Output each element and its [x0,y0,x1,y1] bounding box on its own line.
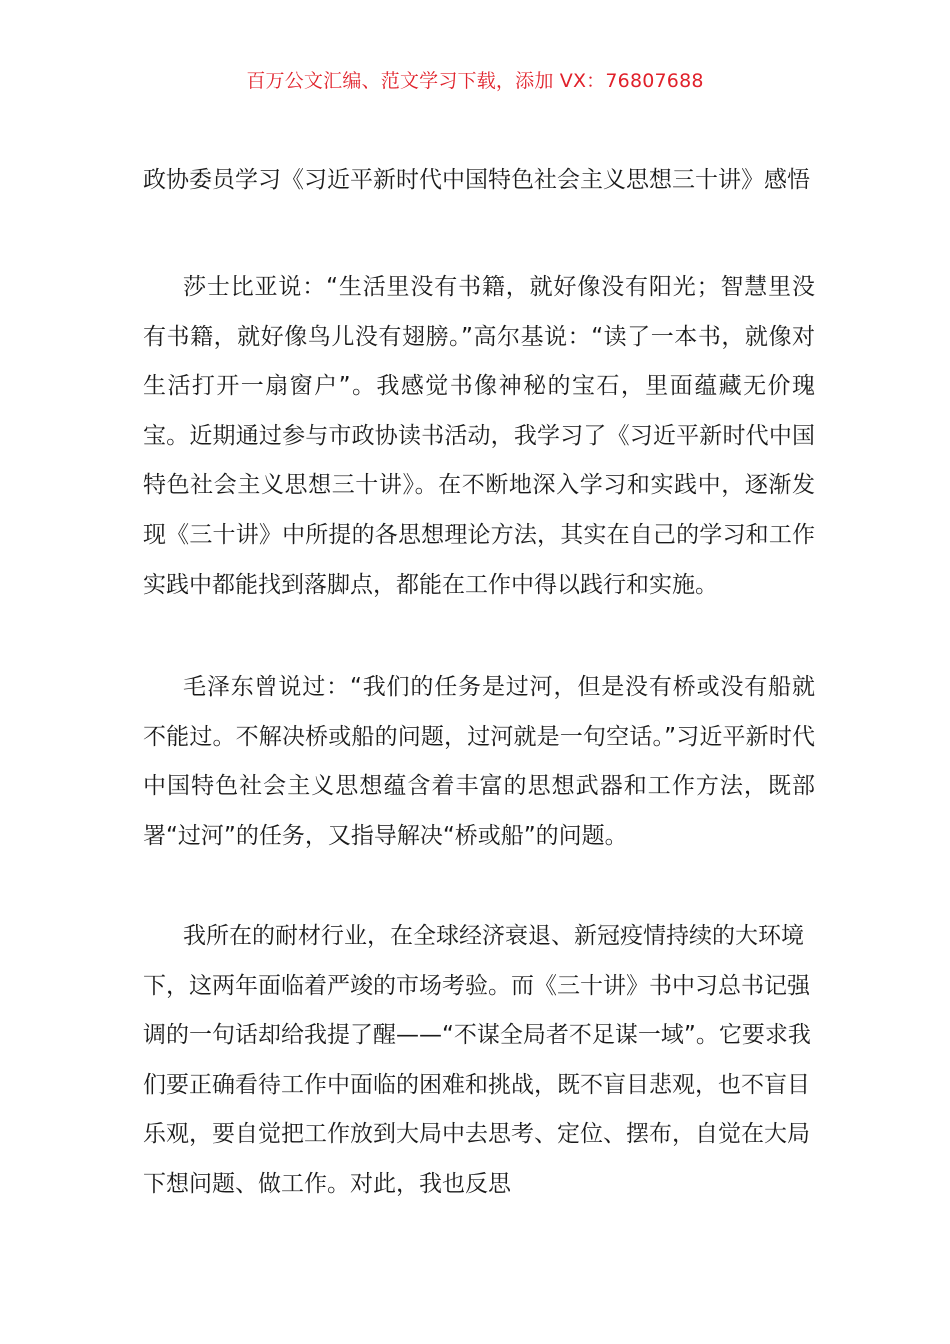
paragraph: 毛泽东曾说过：“我们的任务是过河，但是没有桥或没有船就不能过。不解决桥或船的问题，过河就是一句空话。”习近平新时代中国特色社会主义思想蕴含着丰富的思想武器和工作方法，既部署“过河”的任务，又指导解决“桥或船”的问题。 [143,674,815,849]
paragraph-block-1 [143,263,815,610]
paragraph: 我所在的耐材行业，在全球经济衰退、新冠疫情持续的大环境下，这两年面临着严竣的市场考验。而《三十讲》书中习总书记强调的一句话却给我提了醒——“不谋全局者不足谋一域”。它要求我们要正确看待工作中面临的困难和挑战，既不盲目悲观，也不盲目乐观，要自觉把工作放到大局中去思考、定位、摆布，自觉在大局下想问题、做工作。对此，我也反思 [143,923,811,1197]
document-title: 政协委员学习《习近平新时代中国特色社会主义思想三十讲》感悟 [143,167,810,193]
paragraph-block-3 [143,912,815,1210]
paragraph-block-2 [143,663,815,861]
watermark-header: 百万公文汇编、范文学习下载，添加 VX：76807688 [246,70,704,92]
paragraph: 莎士比亚说：“生活里没有书籍，就好像没有阳光；智慧里没有书籍，就好像鸟儿没有翅膀。”高尔基说：“读了一本书，就像对生活打开一扇窗户”。我感觉书像神秘的宝石，里面蕴藏无价瑰宝。近期通过参与市政协读书活动，我学习了《习近平新时代中国特色社会主义思想三十讲》。在不断地深入学习和实践中，逐渐发现《三十讲》中所提的各思想理论方法，其实在自己的学习和工作实践中都能找到落脚点，都能在工作中得以践行和实施。 [143,274,815,598]
